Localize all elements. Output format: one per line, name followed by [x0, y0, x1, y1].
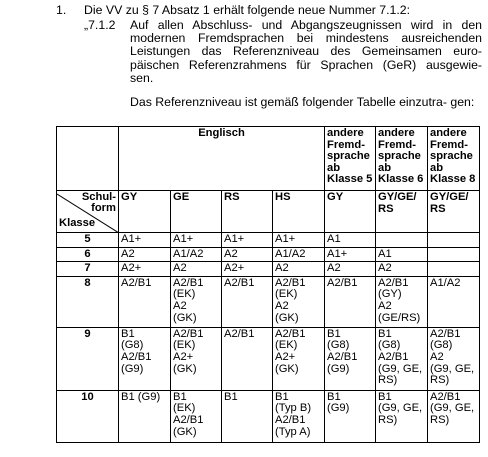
corner-line: form: [91, 202, 116, 214]
level-line: A2/B1: [275, 276, 306, 289]
level-cell: [325, 262, 376, 277]
level-line: (GK): [275, 362, 299, 375]
class-cell: 10: [57, 390, 119, 442]
level-line: B1: [275, 390, 289, 403]
level-line: (G9): [327, 362, 350, 375]
level-line: A2: [378, 299, 392, 312]
level-line: A1/A2: [275, 247, 306, 260]
level-line: A2/B1: [224, 327, 255, 340]
level-cell: [376, 390, 428, 442]
level-cell: [171, 327, 222, 390]
level-cell: [428, 233, 480, 248]
level-line: (GK): [173, 425, 197, 438]
level-cell: [273, 390, 325, 442]
level-line: B1: [378, 390, 392, 403]
item-text: Die VV zu § 7 Absatz 1 erhält folgende neue Nummer 7.1.2:: [84, 3, 411, 17]
level-cell: [171, 233, 222, 248]
level-line: A2+: [173, 350, 194, 363]
level-cell: [222, 327, 273, 390]
header-row-groups: [57, 127, 480, 191]
level-cell: [222, 247, 273, 262]
level-line: A2: [430, 350, 444, 363]
level-line: A2/B1: [378, 276, 409, 289]
level-line: RS): [378, 374, 398, 387]
level-cell: [273, 247, 325, 262]
level-cell: [376, 262, 428, 277]
level-cell: [222, 276, 273, 327]
school-form-header: GY: [325, 191, 376, 233]
level-line: A2: [121, 247, 135, 260]
level-line: (G9, GE,: [378, 362, 423, 375]
sub-paragraph: [130, 19, 482, 85]
reference-level-table: [56, 126, 480, 443]
level-cell: [428, 327, 480, 390]
table-row: [57, 390, 480, 442]
level-line: (GK): [275, 311, 299, 324]
level-line: (G9): [121, 362, 144, 375]
level-line: A2: [275, 299, 289, 312]
header-other-language-6: [376, 127, 428, 191]
table-row: [57, 276, 480, 327]
level-cell: [428, 276, 480, 327]
level-line: A2: [173, 262, 187, 275]
level-cell: [119, 390, 171, 442]
school-form-header: GY/GE/ RS: [376, 191, 428, 233]
level-line: A1+: [121, 233, 142, 245]
header-line: ab: [430, 161, 444, 174]
level-line: A1/A2: [173, 247, 204, 260]
level-cell: [376, 327, 428, 390]
level-cell: [325, 327, 376, 390]
header-line: ab: [378, 161, 392, 174]
level-line: A2: [224, 247, 238, 260]
level-cell: [119, 276, 171, 327]
level-cell: [171, 276, 222, 327]
level-cell: [428, 390, 480, 442]
level-line: A2/B1: [121, 350, 152, 363]
level-line: A2/B1: [327, 350, 358, 363]
level-line: A2/B1: [121, 276, 152, 289]
header-line: Klasse 6: [378, 173, 424, 186]
header-line: andere: [430, 127, 467, 139]
item-number: 1.: [56, 3, 67, 17]
header-line: sprache: [327, 150, 370, 163]
level-line: (G9): [327, 402, 350, 415]
level-cell: [273, 327, 325, 390]
table-row: [57, 262, 480, 277]
header-line: sprache: [378, 150, 421, 163]
level-line: A1+: [224, 233, 245, 245]
paragraph-line: Leistungen das Referenzniveau des Gemeinsamen euro-: [130, 44, 482, 59]
level-cell: [376, 233, 428, 248]
level-cell: [428, 247, 480, 262]
level-line: A2/B1: [173, 413, 204, 426]
school-form-header: GE: [171, 191, 222, 233]
level-line: RS): [378, 413, 398, 426]
level-line: (Typ A): [275, 425, 311, 438]
level-line: B1: [327, 327, 341, 340]
level-line: (GE/RS): [378, 311, 421, 324]
header-row-school-forms: [57, 191, 480, 233]
level-line: A2: [173, 299, 187, 312]
header-line: sprache: [430, 150, 473, 163]
diagonal-corner-cell: [57, 191, 119, 233]
level-line: A2/B1: [173, 327, 204, 340]
level-cell: [119, 262, 171, 277]
level-line: A2/B1: [224, 276, 255, 289]
class-cell: 5: [57, 233, 119, 248]
header-line: Fremd-: [430, 138, 468, 151]
level-line: B1: [378, 327, 392, 340]
group-header-english: Englisch: [119, 127, 325, 191]
class-cell: 8: [57, 276, 119, 327]
level-cell: [273, 276, 325, 327]
paragraph-line: gen:: [450, 95, 475, 109]
level-line: B1: [224, 390, 238, 403]
level-line: B1: [121, 327, 135, 340]
level-cell: [325, 390, 376, 442]
level-line: (EK): [173, 402, 196, 415]
level-cell: [376, 247, 428, 262]
school-form-header: RS: [222, 191, 273, 233]
level-cell: [325, 247, 376, 262]
level-line: (G8): [430, 339, 453, 352]
level-line: A2/B1: [173, 276, 204, 289]
level-line: (G8): [378, 339, 401, 352]
class-cell: 6: [57, 247, 119, 262]
level-line: (EK): [173, 339, 196, 352]
level-line: A2/B1: [430, 327, 461, 340]
level-line: A2+: [275, 350, 296, 363]
paragraph-line: Auf allen Abschluss- und Abgangszeugnissen wird in den: [130, 18, 482, 32]
level-line: A1+: [173, 233, 194, 245]
level-line: A2: [275, 262, 289, 275]
header-line: ab: [327, 161, 341, 174]
table-row: [57, 247, 480, 262]
level-line: (G8): [121, 339, 144, 352]
level-line: A1: [378, 247, 392, 260]
level-line: (G8): [327, 339, 350, 352]
empty-corner-cell: [57, 127, 119, 191]
level-cell: [171, 247, 222, 262]
level-line: B1: [173, 390, 187, 403]
level-cell: [171, 262, 222, 277]
header-other-language-8: [428, 127, 480, 191]
level-cell: [376, 276, 428, 327]
corner-line: Schul-: [81, 191, 116, 203]
level-line: (GK): [173, 362, 197, 375]
level-line: (G9, GE,: [430, 402, 475, 415]
subitem-number: „7.1.2: [84, 18, 116, 32]
level-cell: [119, 247, 171, 262]
table-row: [57, 233, 480, 248]
level-cell: [171, 390, 222, 442]
table-row: [57, 327, 480, 390]
paragraph-line: sen.: [130, 70, 154, 85]
paragraph-line: päischen Referenzrahmens für Sprachen (GeR) ausgewie-: [130, 57, 482, 72]
header-line: Klasse 8: [430, 173, 476, 186]
level-line: (Typ B): [275, 402, 312, 415]
paragraph-line: modernen Fremdsprachen bei mindestens ausreichenden: [130, 31, 482, 46]
level-cell: [325, 276, 376, 327]
level-line: A2/B1: [327, 276, 358, 289]
level-cell: [119, 233, 171, 248]
level-line: (EK): [275, 288, 298, 301]
table-body: [57, 233, 480, 443]
level-line: RS): [430, 413, 450, 426]
level-cell: [119, 327, 171, 390]
level-line: (G9, GE,: [430, 362, 475, 375]
level-line: A1/A2: [430, 276, 461, 289]
class-cell: 7: [57, 262, 119, 277]
corner-label-school-form: [82, 192, 116, 214]
level-line: A2/B1: [430, 390, 461, 403]
level-cell: [222, 233, 273, 248]
corner-label-class: Klasse: [59, 217, 96, 230]
header-line: andere: [327, 127, 364, 139]
level-line: A1: [327, 233, 341, 245]
level-line: A2+: [224, 262, 245, 275]
level-line: (G9, GE,: [378, 402, 423, 415]
level-line: B1 (G9): [121, 390, 161, 403]
level-line: A2: [378, 262, 392, 275]
class-cell: 9: [57, 327, 119, 390]
level-line: (GK): [173, 311, 197, 324]
level-cell: [325, 233, 376, 248]
level-line: (EK): [173, 288, 196, 301]
level-cell: [222, 390, 273, 442]
header-line: Fremd-: [378, 138, 416, 151]
paragraph-line: Das Referenzniveau ist gemäß folgender Tabelle einzutra-: [130, 95, 447, 109]
level-cell: [222, 262, 273, 277]
level-cell: [273, 233, 325, 248]
level-line: A2/B1: [275, 413, 306, 426]
level-line: A2/B1: [275, 327, 306, 340]
header-line: andere: [378, 127, 415, 139]
level-line: A1+: [327, 247, 348, 260]
level-line: A2+: [121, 262, 142, 275]
level-line: (EK): [275, 339, 298, 352]
level-line: A2/B1: [378, 350, 409, 363]
header-line: Fremd-: [327, 138, 365, 151]
header-line: Klasse 5: [327, 173, 373, 186]
school-form-header: HS: [273, 191, 325, 233]
reference-paragraph: [130, 96, 482, 109]
school-form-header: GY/GE/ RS: [428, 191, 480, 233]
level-line: (GY): [378, 288, 402, 301]
level-line: A1+: [275, 233, 296, 245]
level-line: A2: [327, 262, 341, 275]
level-cell: [273, 262, 325, 277]
level-cell: [428, 262, 480, 277]
level-line: RS): [430, 374, 450, 387]
header-other-language-5: [325, 127, 376, 191]
level-line: B1: [327, 390, 341, 403]
school-form-header: GY: [119, 191, 171, 233]
